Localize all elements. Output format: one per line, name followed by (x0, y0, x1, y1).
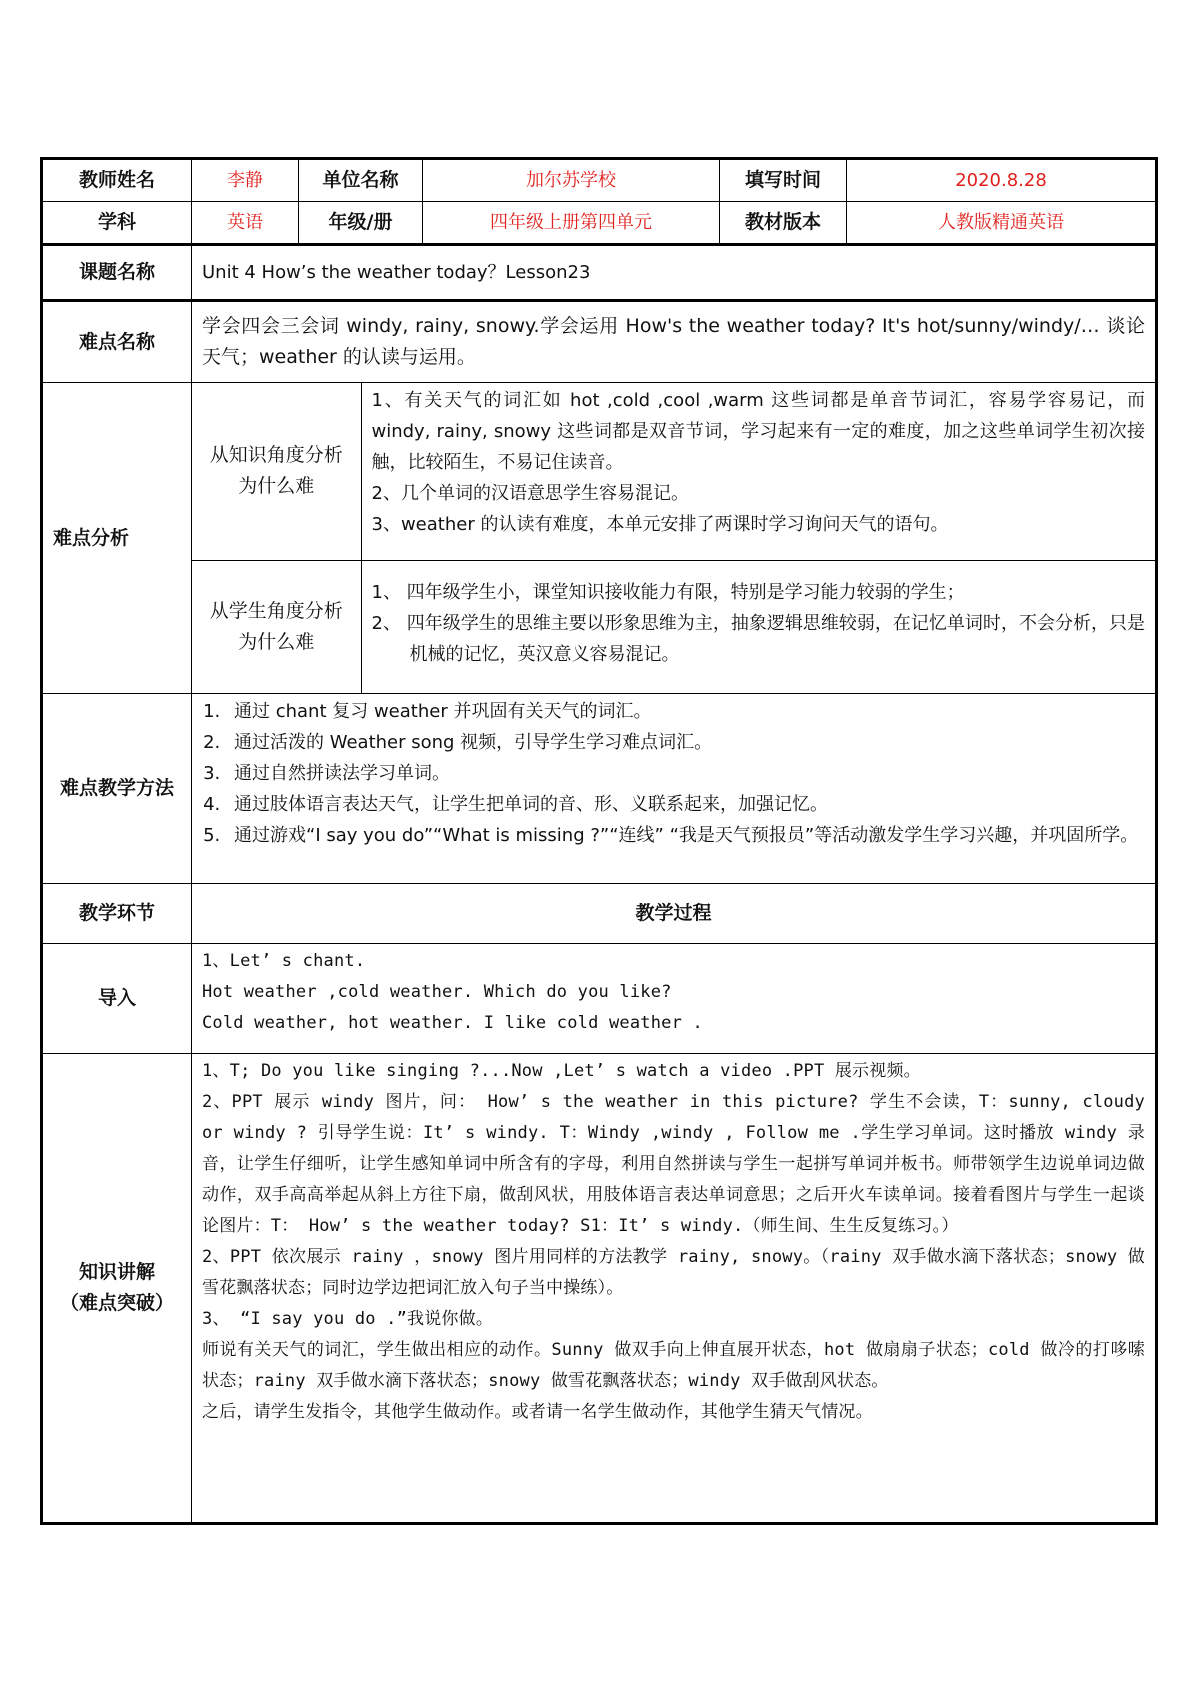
analysis-row (42, 383, 1157, 694)
intro-line: 1、Let’ s chant. (202, 951, 366, 971)
student-analysis-row (192, 560, 1155, 693)
knowledge-angle-label-line-1: 从知识角度分析 (209, 444, 343, 467)
method-item: 5. 通过游戏“I say you do”“What is missing ?”“连线” “我是天气预报员”等活动激发学生学习兴趣，并巩固所学。 (226, 820, 1145, 851)
edition-label: 教材版本 (720, 202, 847, 245)
intro-line: Hot weather ,cold weather. Which do you like? (202, 982, 672, 1002)
analysis-inner-table (192, 383, 1155, 693)
process-label: 教学过程 (192, 884, 1157, 944)
method-item: 3. 通过自然拼读法学习单词。 (226, 758, 1145, 789)
date-value: 2020.8.28 (847, 159, 1157, 202)
method-item: 1. 通过 chant 复习 weather 并巩固有关天气的词汇。 (226, 696, 1145, 727)
unit-label: 单位名称 (299, 159, 423, 202)
knowledge-angle-label-line-2: 为什么难 (238, 475, 315, 498)
intro-label: 导入 (42, 944, 192, 1054)
teacher-label: 教师姓名 (42, 159, 192, 202)
methods-content (192, 694, 1157, 884)
topic-label: 课题名称 (42, 245, 192, 301)
methods-label: 难点教学方法 (42, 694, 192, 884)
unit-value: 加尔苏学校 (423, 159, 720, 202)
methods-row (42, 694, 1157, 884)
lesson-plan-table (40, 157, 1158, 1525)
knowledge-label (42, 1054, 192, 1524)
intro-line: Cold weather, hot weather. I like cold weather . (202, 1013, 703, 1033)
student-analysis-item: 1、 四年级学生小，课堂知识接收能力有限，特别是学习能力较弱的学生； (371, 581, 965, 603)
student-angle-label-line-1: 从学生角度分析 (209, 599, 343, 622)
grade-label: 年级/册 (299, 202, 423, 245)
teacher-value: 李静 (192, 159, 299, 202)
topic-value: Unit 4 How’s the weather today？Lesson23 (192, 245, 1157, 301)
header-row-2 (42, 202, 1157, 245)
knowledge-analysis-item: 3、weather 的认读有难度，本单元安排了两课时学习询问天气的语句。 (371, 514, 949, 535)
topic-row (42, 245, 1157, 301)
knowledge-paragraph: 1、T; Do you like singing ?...Now ,Let’ s watch a video .PPT 展示视频。 (202, 1061, 921, 1081)
date-label: 填写时间 (720, 159, 847, 202)
knowledge-angle-label (192, 383, 361, 560)
knowledge-paragraph: 师说有关天气的词汇，学生做出相应的动作。Sunny 做双手向上伸直展开状态，hot 做扇扇子状态；cold 做冷的打哆嗦状态；rainy 双手做水滴下落状态；snowy 做雪花飘落状态；windy 双手做刮风状态。 (202, 1340, 1145, 1391)
difficulty-value: 学会四会三会词 windy, rainy, snowy.学会运用 How's the weather today? It's hot/sunny/windy/… 谈论天气；weather 的认读与运用。 (192, 301, 1157, 383)
difficulty-label: 难点名称 (42, 301, 192, 383)
grade-value: 四年级上册第四单元 (423, 202, 720, 245)
knowledge-analysis-text (361, 383, 1155, 560)
knowledge-paragraph: 之后，请学生发指令，其他学生做动作。或者请一名学生做动作，其他学生猜天气情况。 (202, 1402, 873, 1422)
method-item: 2. 通过活泼的 Weather song 视频，引导学生学习难点词汇。 (226, 727, 1145, 758)
difficulty-row (42, 301, 1157, 383)
student-analysis-item: 2、 四年级学生的思维主要以形象思维为主，抽象逻辑思维较弱，在记忆单词时，不会分析，只是机械的记忆，英汉意义容易混记。 (371, 612, 1145, 665)
method-item: 4. 通过肢体语言表达天气，让学生把单词的音、形、义联系起来，加强记忆。 (226, 789, 1145, 820)
stage-label: 教学环节 (42, 884, 192, 944)
student-angle-label-line-2: 为什么难 (238, 630, 315, 653)
intro-row (42, 944, 1157, 1054)
student-angle-label (192, 560, 361, 693)
methods-list (202, 696, 1145, 851)
process-header-row (42, 884, 1157, 944)
knowledge-label-line-2: （难点突破） (59, 1292, 174, 1314)
subject-value: 英语 (192, 202, 299, 245)
knowledge-row (42, 1054, 1157, 1524)
knowledge-analysis-item: 1、有关天气的词汇如 hot ,cold ,cool ,warm 这些词都是单音节词汇，容易学容易记，而 windy, rainy, snowy 这些词都是双音节词，学习起来有一定的难度，加之这些单词学生初次接触，比较陌生，不易记住读音。 (371, 390, 1145, 473)
knowledge-content (192, 1054, 1157, 1524)
knowledge-analysis-item: 2、几个单词的汉语意思学生容易混记。 (371, 483, 689, 504)
knowledge-paragraph: 3、 “I say you do .”我说你做。 (202, 1309, 494, 1329)
header-row-1 (42, 159, 1157, 202)
intro-content (192, 944, 1157, 1054)
edition-value: 人教版精通英语 (847, 202, 1157, 245)
knowledge-paragraph: 2、PPT 依次展示 rainy ，snowy 图片用同样的方法教学 rainy, snowy。（rainy 双手做水滴下落状态；snowy 做雪花飘落状态；同时边学边把词汇放入句子当中操练）。 (202, 1247, 1145, 1298)
subject-label: 学科 (42, 202, 192, 245)
knowledge-analysis-row (192, 383, 1155, 560)
analysis-content (192, 383, 1157, 694)
student-analysis-text (361, 560, 1155, 693)
knowledge-label-line-1: 知识讲解 (78, 1261, 155, 1283)
analysis-label: 难点分析 (42, 383, 192, 694)
knowledge-paragraph: 2、PPT 展示 windy 图片，问： How’ s the weather in this picture? 学生不会读，T：sunny, cloudy or windy ? 引导学生说：It’ s windy. T：Windy ,windy , Follow me .学生学习单词。这时播放 windy 录音，让学生仔细听，让学生感知单词中所含有的字母，利用自然拼读与学生一起拼写单词并板书。师带领学生边说单词边做动作，双手高高举起从斜上方往下扇，做刮风状，用肢体语言表达单词意思；之后开火车读单词。接着看图片与学生一起谈论图片：T： How’ s the weather today? S1：It’ s windy.（师生间、生生反复练习。） (202, 1092, 1145, 1236)
lesson-plan-sheet (40, 157, 1155, 1525)
